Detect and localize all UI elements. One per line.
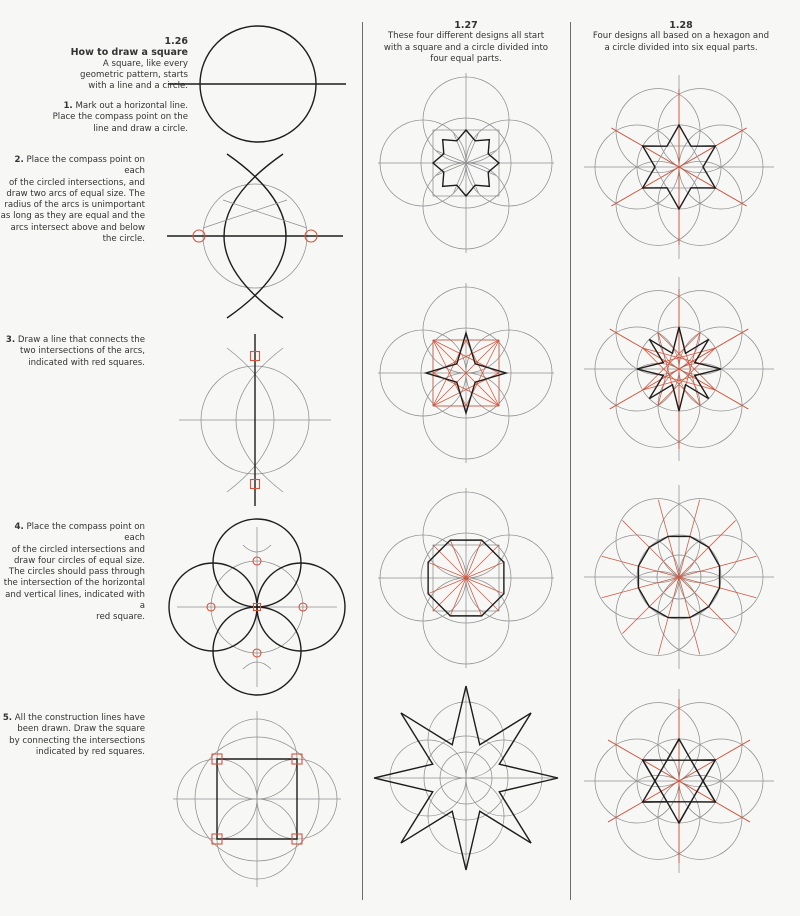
intro-line: geometric pattern, starts [80, 69, 188, 80]
step-line: been drawn. Draw the square [17, 724, 145, 735]
section-number: 1.27 [454, 20, 478, 31]
step-number: 1. [63, 101, 73, 111]
step-line: arcs intersect above and below [10, 222, 145, 233]
desc-line: These four different designs all start [387, 31, 545, 42]
step-4-figure [162, 512, 352, 702]
step-line: draw two arcs of equal size. The [6, 188, 145, 199]
design-1-27-c [371, 483, 561, 673]
step-line: Place the compass point on the [52, 112, 188, 123]
step-number: 4. [14, 522, 24, 532]
step-line: the intersection of the horizontal [3, 578, 145, 589]
step-number: 3. [5, 335, 16, 345]
step-line: Draw a line that connects the [17, 335, 145, 345]
design-1-28-a [579, 67, 779, 267]
step-line: as long as they are equal and the [0, 211, 145, 222]
step-line: Place the compass point on each [26, 155, 145, 177]
design-1-28-c [579, 477, 779, 677]
desc-line: with a square and a circle divided into [383, 42, 549, 53]
section-title: How to draw a square [70, 47, 188, 59]
step-number: 5. [2, 713, 13, 723]
desc-line: four equal parts. [430, 53, 502, 64]
section-number: 1.26 [164, 36, 188, 47]
step-line: indicated with red squares. [28, 357, 145, 368]
intro-line: A square, like every [102, 58, 188, 69]
step-line: line and draw a circle. [93, 123, 188, 134]
design-1-28-d [579, 681, 779, 881]
step-line: of the circled intersections and [11, 544, 145, 555]
design-1-28-b [579, 269, 779, 469]
design-1-27-d [366, 678, 566, 878]
step-line: and vertical lines, indicated with a [5, 589, 145, 612]
step-line: radius of the arcs is unimportant [4, 200, 145, 211]
step-line: The circles should pass through [8, 567, 145, 578]
desc-line: Four designs all based on a hexagon and [592, 31, 770, 42]
step-line: Place the compass point on each [26, 522, 145, 544]
step-line: red square. [96, 612, 145, 623]
step-2-figure [165, 146, 345, 326]
step-line: draw four circles of equal size. [13, 555, 145, 566]
step-5-figure [167, 709, 347, 889]
design-1-27-a [371, 68, 561, 258]
step-3-figure [160, 325, 350, 515]
desc-line: a circle divided into six equal parts. [604, 42, 758, 53]
design-1-27-b [371, 278, 561, 468]
step-line: by connecting the intersections [9, 735, 145, 746]
step-line: of the circled intersections, and [9, 177, 145, 188]
section-number: 1.28 [669, 20, 693, 31]
step-line: Mark out a horizontal line. [75, 101, 188, 111]
intro-line: with a line and a circle. [88, 81, 188, 92]
step-line: the circle. [102, 234, 145, 245]
step-line: indicated by red squares. [35, 746, 145, 757]
step-line: All the construction lines have [14, 713, 145, 723]
step-line: two intersections of the arcs, [20, 346, 145, 357]
step-number: 2. [14, 155, 24, 165]
